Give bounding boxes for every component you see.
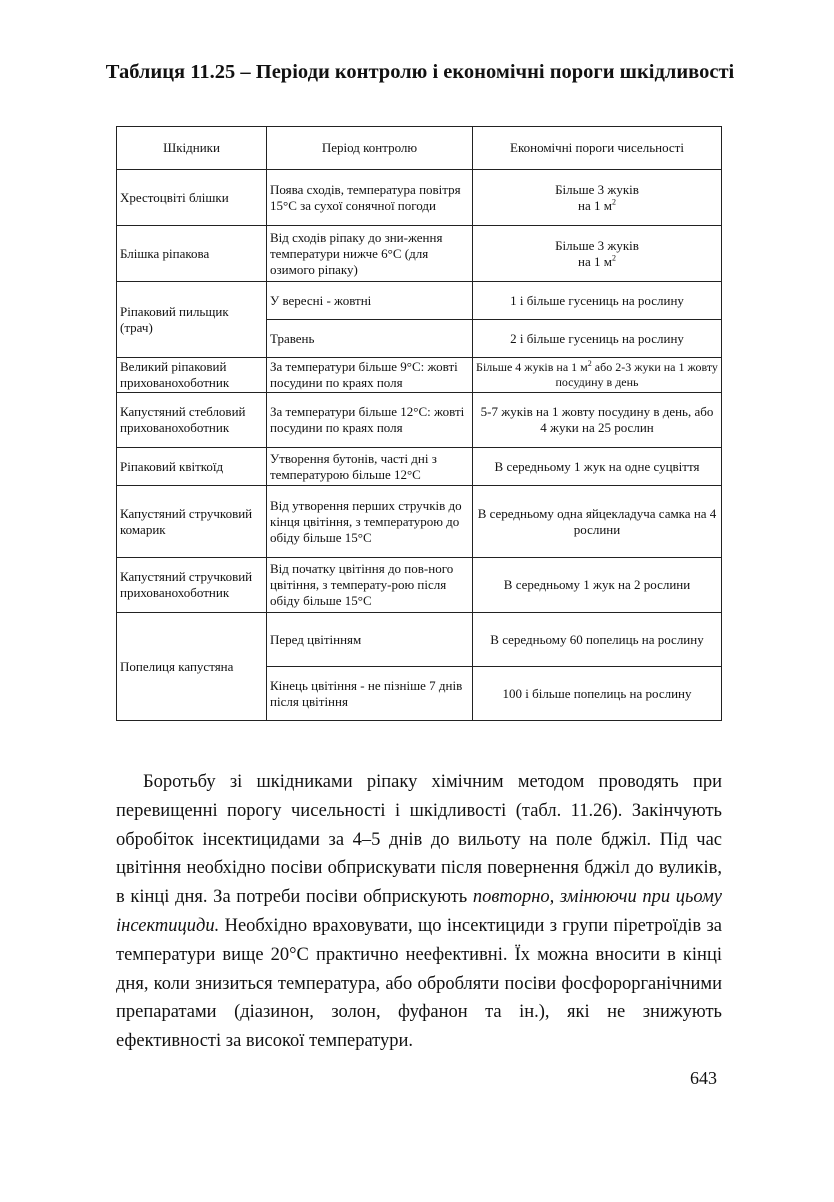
table-row xyxy=(117,448,722,486)
table-row xyxy=(117,226,722,282)
threshold-cell: В середньому 60 попелиць на рослину xyxy=(473,613,722,667)
threshold-cell: Більше 3 жуків на 1 $м^2$ xyxy=(473,170,722,226)
table-row xyxy=(117,393,722,448)
pest-cell: Ріпаковий квіткоїд xyxy=(117,448,267,486)
threshold-cell: 5-7 жуків на 1 жовту посудину в день, або 4 жуки на 25 рослин xyxy=(473,393,722,448)
table-header-row xyxy=(117,127,722,170)
table-row xyxy=(117,486,722,558)
pest-cell: Капустяний стручковий комарик xyxy=(117,486,267,558)
threshold-cell: 1 і більше гусениць на рослину xyxy=(473,282,722,320)
header-threshold: Економічні пороги чисельності xyxy=(473,127,722,170)
table-row xyxy=(117,358,722,393)
pest-cell: Капустяний стручковий прихованохоботник xyxy=(117,558,267,613)
table-row xyxy=(117,613,722,667)
pest-cell: Блішка ріпакова xyxy=(117,226,267,282)
page-number: 643 xyxy=(690,1068,717,1088)
threshold-cell: 100 і більше попелиць на рослину xyxy=(473,667,722,721)
header-period: Період контролю xyxy=(267,127,473,170)
table-row xyxy=(117,558,722,613)
threshold-cell: В середньому 1 жук на 2 рослини xyxy=(473,558,722,613)
table-row xyxy=(117,282,722,320)
period-cell: За температури більше 9°С: жовті посудини по краях поля xyxy=(267,358,473,393)
pest-cell: Ріпаковий пильщик (трач) xyxy=(117,282,267,358)
period-cell: Від початку цвітіння до пов-ного цвітіння, з температу-рою після обіду більше 15°С xyxy=(267,558,473,613)
period-cell: За температури більше 12°С: жовті посудини по краях поля xyxy=(267,393,473,448)
page-title: Таблиця 11.25 – Періоди контролю і економічні пороги шкідливості xyxy=(105,61,735,83)
pest-table xyxy=(116,126,722,721)
period-cell: Утворення бутонів, часті дні з температурою більше 12°С xyxy=(267,448,473,486)
period-cell: Від сходів ріпаку до зни-ження температури нижче 6°С (для озимого ріпаку) xyxy=(267,226,473,282)
threshold-cell: 2 і більше гусениць на рослину xyxy=(473,320,722,358)
pest-cell: Попелиця капустяна xyxy=(117,613,267,721)
table-row xyxy=(117,170,722,226)
pest-cell: Капустяний стебловий прихованохоботник xyxy=(117,393,267,448)
period-cell: Кінець цвітіння - не пізніше 7 днів після цвітіння xyxy=(267,667,473,721)
pest-cell: Великий ріпаковий прихованохоботник xyxy=(117,358,267,393)
threshold-cell: В середньому одна яйцекладуча самка на 4 рослини xyxy=(473,486,722,558)
threshold-cell: Більше 3 жуків на 1 $м^2$ xyxy=(473,226,722,282)
pest-cell: Хрестоцвіті блішки xyxy=(117,170,267,226)
header-pests: Шкідники xyxy=(117,127,267,170)
threshold-cell: В середньому 1 жук на одне суцвіття xyxy=(473,448,722,486)
period-cell: Травень xyxy=(267,320,473,358)
threshold-cell: Більше 4 жуків на 1 $м^2$ або 2-3 жуки на 1 жовту посудину в день xyxy=(473,358,722,393)
period-cell: Від утворення перших стручків до кінця цвітіння, з температурою до обіду більше 15°С xyxy=(267,486,473,558)
body-paragraph: Боротьбу зі шкідниками ріпаку хімічним методом проводять при перевищенні порогу чисельності і шкідливості (табл. 11.26). Закінчують обробіток інсектицидами за 4–5 днів до вильоту на поле бджіл. Під час цвітіння необхідно посіви обприскувати після повернення бджіл до вуликів, в кінці дня. За потреби посіви обприскують повторно, змінюючи при цьому інсектициди. Необхідно враховувати, що інсектициди з групи піретроїдів за температури вище 20°С практично неефективні. Їх можна вносити в кінці дня, коли знизиться температура, або обробляти посіви фосфорорганічними препаратами (діазинон, золон, фуфанон та ін.), які не знижують ефективності за високої температури. xyxy=(116,772,722,1052)
period-cell: Перед цвітінням xyxy=(267,613,473,667)
period-cell: У вересні - жовтні xyxy=(267,282,473,320)
period-cell: Поява сходів, температура повітря 15°С за сухої сонячної погоди xyxy=(267,170,473,226)
